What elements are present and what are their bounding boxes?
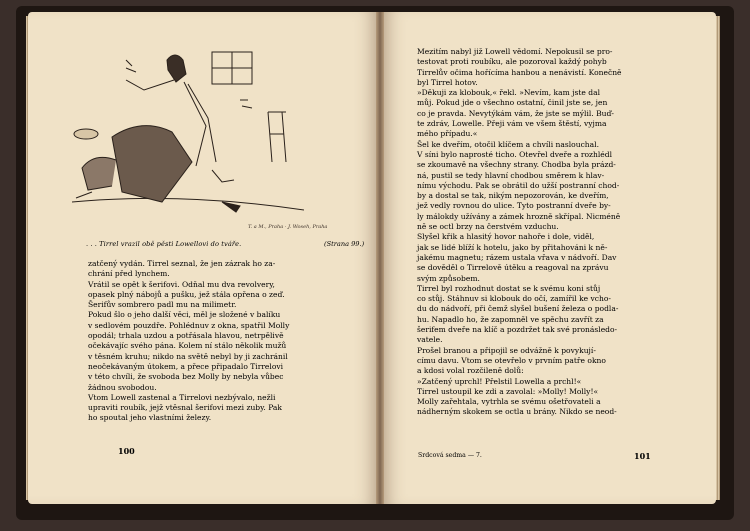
text-line: očekávajíc svého pána. Kolem ní stálo několik mužů: [88, 341, 287, 351]
left-page: [28, 12, 380, 504]
text-line: címu davu. Vtom se otevřelo v prvním patře okno: [417, 355, 606, 365]
signature-mark: Srdcová sedma — 7.: [418, 452, 482, 459]
illustration-credit: T. a M., Praha · J. Woseh, Praha: [248, 224, 328, 230]
text-line: Pokud šlo o jeho další věci, měl je složené v balíku: [88, 310, 281, 320]
text-line: Mezitím nabyl již Lowell vědomí. Nepokusil se pro-: [417, 47, 613, 56]
text-line: se zkoumavě na všechny strany. Chodba byla prázd-: [417, 160, 616, 170]
text-line: opasek plný nábojů a pušku, jež stála opřena o zeď.: [88, 289, 285, 299]
text-line: co je pravda. Nevytýkám vám, že jste se mýlil. Buď-: [417, 108, 614, 118]
text-line: opodál; trhala uzdou a potřásala hlavou, netrpělivě: [88, 331, 284, 341]
text-line: ně se octl brzy na čerstvém vzduchu.: [417, 222, 559, 232]
text-line: jež vedly rovnou do ulice. Tyto postranní dveře by-: [417, 201, 611, 211]
text-line: du do nádvoří, při čemž slyšel bušení železa o podla-: [417, 304, 619, 314]
text-line: V síni bylo naprosté ticho. Otevřel dveře a rozhlédl: [417, 149, 612, 159]
text-line: ho spoutal jeho vlastními železy.: [88, 413, 212, 423]
text-line: »Zatčený uprchl! Přelstil Lowella a prchl!«: [417, 376, 582, 386]
text-line: a kdosi volal rozčileně dolů:: [417, 366, 524, 376]
text-line: vatele.: [417, 335, 443, 345]
text-line: co stůj. Stáhnuv si klobouk do očí, zamířil ke vcho-: [417, 294, 611, 304]
left-page-text: [88, 259, 289, 424]
page-edges-right: [716, 16, 720, 500]
text-line: Prošel branou a připojil se odvážně k povykují-: [417, 345, 596, 355]
right-page-text: [417, 47, 622, 418]
right-page-number: 101: [634, 451, 651, 461]
text-line: nádherným skokem se octla u brány. Nikdo se neod-: [417, 407, 617, 417]
text-line: Molly zařehtala, vytrhla se svému ošetřovateli a: [417, 397, 601, 407]
text-line: Tirrelův očima hořícíma hanbou a nenávistí. Konečně: [417, 67, 622, 77]
text-line: by a dostal se tak, nikým nepozorován, ke dveřím,: [417, 191, 609, 201]
illustration: [72, 42, 304, 220]
text-line: Slyšel křik a hlasitý hovor nahoře i dole, viděl,: [417, 232, 595, 242]
text-line: testovat proti roubíku, ale pozoroval každý pohyb: [417, 57, 607, 67]
text-line: Tirrel ustoupil ke zdi a zavolal: »Molly! Molly!«: [417, 386, 599, 396]
spine: [376, 12, 384, 504]
text-line: mého případu.«: [417, 129, 478, 139]
text-line: hu. Napadlo ho, že zapomněl ve spěchu zavřít za: [417, 314, 604, 324]
text-line: svým způsobem.: [417, 273, 480, 283]
text-line: ná, pustil se tedy hlavní chodbou směrem k hlav-: [417, 170, 605, 180]
caption-page-reference: (Strana 99.): [324, 240, 365, 248]
text-line: můj. Pokud jde o všechno ostatní, činil jste se, jen: [417, 98, 608, 108]
text-line: jak se lidé blíží k hotelu, jako by přitahováni k ně-: [417, 242, 608, 252]
text-line: ly málokdy užívány a zámek hrozně skřípal. Nicméně: [417, 211, 621, 221]
text-line: te zdráv, Lowelle. Přeji vám ve všem štěstí, vyjma: [417, 119, 607, 129]
text-line: Vtom Lowell zastenal a Tirrelovi nezbývalo, nežli: [88, 392, 276, 402]
text-line: »Děkuji za klobouk,« řekl. »Nevím, kam jste dal: [417, 88, 601, 98]
text-line: se dověděl o Tirrelově útěku a reagoval na zprávu: [417, 263, 609, 273]
text-line: v této chvíli, že svoboda bez Molly by nebyla vůbec: [88, 372, 284, 382]
text-line: zatčený vydán. Tirrel seznal, že jen zázrak ho za-: [88, 259, 276, 268]
left-page-number: 100: [118, 446, 135, 456]
text-line: v těsném kruhu; nikdo na světě nebyl by ji zachránil: [88, 351, 288, 361]
text-line: nímu východu. Pak se obrátil do užší postranní chod-: [417, 180, 620, 190]
text-line: Šel ke dveřím, otočil klíčem a chvíli naslouchal.: [417, 139, 599, 149]
text-line: v sedlovém pouzdře. Pohlédnuv z okna, spatřil Molly: [88, 320, 290, 330]
text-line: upraviti roubík, jejž vtěsnal šerifovi mezi zuby. Pak: [88, 403, 283, 413]
illustration-caption: . . . Tirrel vrazil obě pěsti Lowellovi do tváře.: [86, 240, 242, 248]
text-line: byl Tirrel hotov.: [417, 77, 478, 87]
text-line: Vrátil se opět k šerifovi. Odňal mu dva revolvery,: [88, 279, 275, 289]
text-line: šerifem dveře na klíč a pozdržet tak své pronásledo-: [417, 325, 618, 335]
text-line: Šerifův sombrero padl mu na milimetr.: [88, 300, 237, 310]
text-line: neočekávaným útokem, a přece připadalo Tirrelovi: [88, 361, 284, 371]
text-line: žádnou svobodou.: [88, 382, 157, 392]
text-line: jakému magnetu; rázem ustala vřava v nádvoří. Dav: [417, 252, 617, 262]
text-line: Tirrel byl rozhodnut dostat se k svému koni stůj: [417, 283, 601, 293]
text-line: chrání před lynchem.: [88, 269, 170, 279]
